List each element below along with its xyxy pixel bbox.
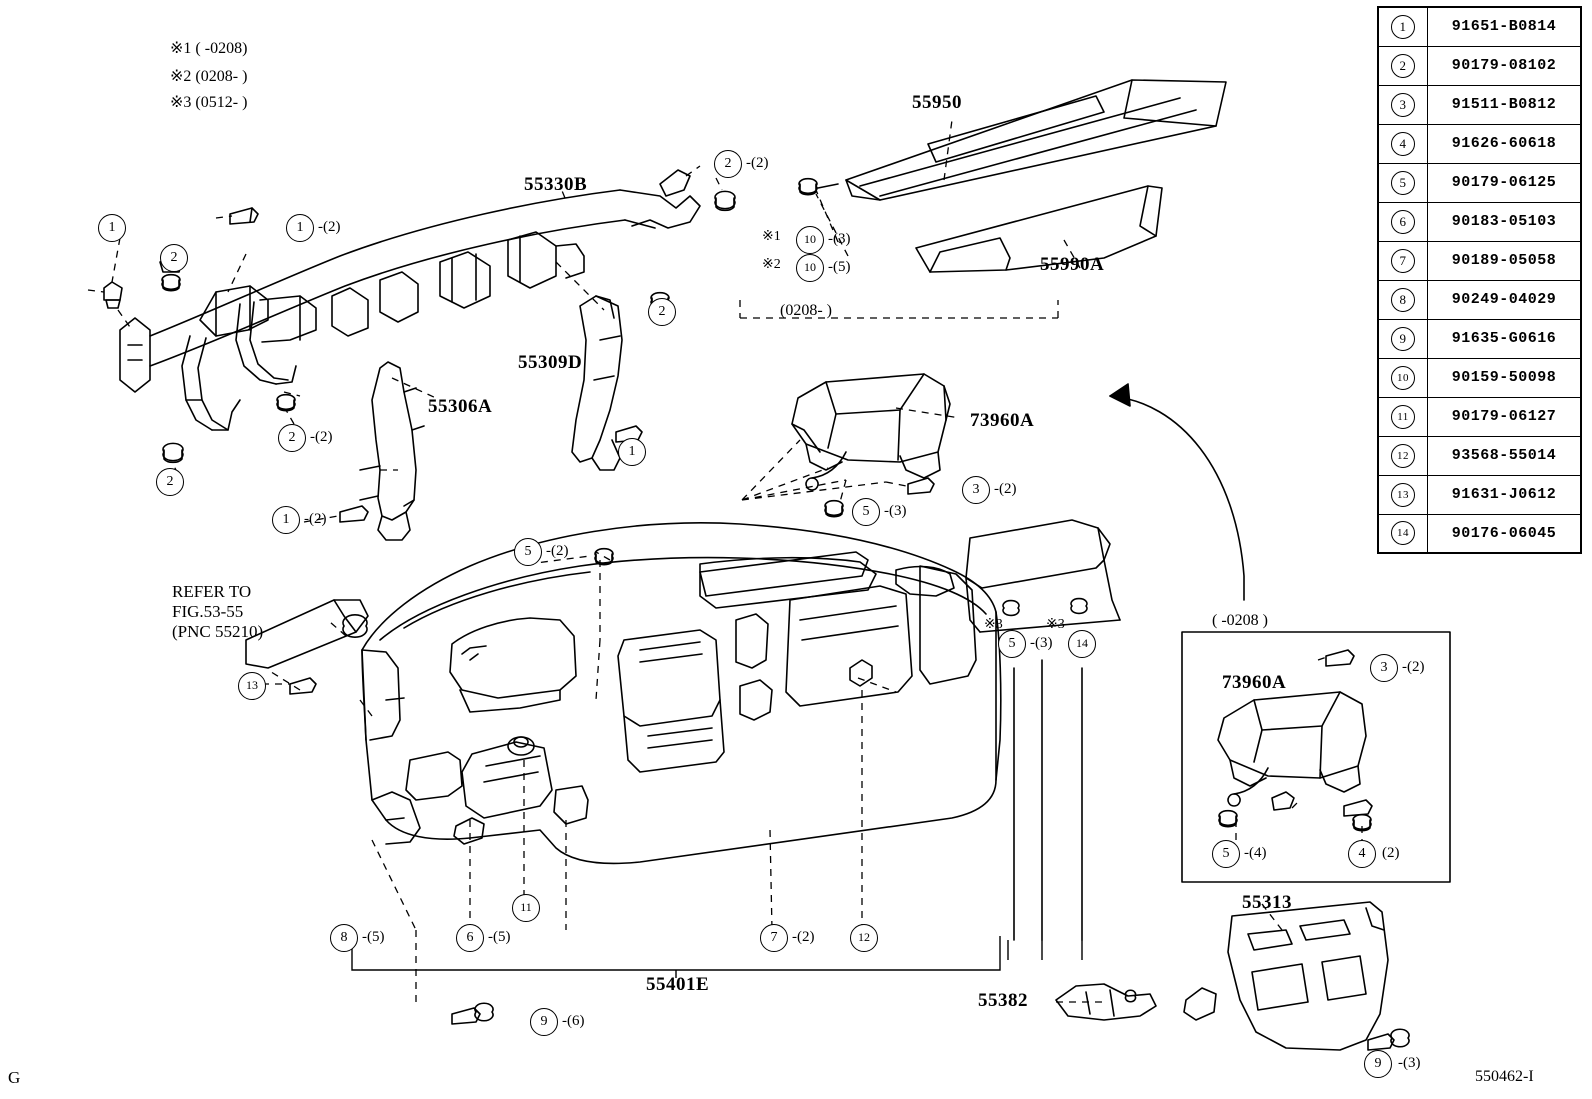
row-number-badge: 4 xyxy=(1391,132,1415,156)
callout-3a-qty: -(2) xyxy=(994,481,1017,497)
callout-1b: 1 xyxy=(286,214,314,242)
part-code-55990A: 55990A xyxy=(1040,254,1105,275)
callout-7-qty: -(2) xyxy=(792,929,815,945)
table-row-index xyxy=(1378,436,1428,475)
callout-2b: 2 xyxy=(156,468,184,496)
callout-10a-qty: -(3) xyxy=(828,231,851,247)
row-number-badge: 7 xyxy=(1391,249,1415,273)
callout-5c-qty: -(3) xyxy=(1030,635,1053,651)
refer-to-note xyxy=(172,582,263,642)
row-number-badge: 9 xyxy=(1391,327,1415,351)
row-number-badge: 1 xyxy=(1391,15,1415,39)
table-row xyxy=(1378,397,1581,436)
callout-2c-qty: -(2) xyxy=(310,429,333,445)
table-row-part-number: 91631-J0612 xyxy=(1428,475,1582,514)
callout-3b-qty: -(2) xyxy=(1402,659,1425,675)
callout-11: 11 xyxy=(512,894,540,922)
table-row-part-number: 90176-06045 xyxy=(1428,514,1582,553)
table-row xyxy=(1378,46,1581,85)
table-row xyxy=(1378,241,1581,280)
part-code-55382: 55382 xyxy=(978,990,1028,1011)
callout-9a-qty: -(6) xyxy=(562,1013,585,1029)
callout-5b: 5 xyxy=(514,538,542,566)
table-row-part-number: 90179-08102 xyxy=(1428,46,1582,85)
table-row-part-number: 90249-04029 xyxy=(1428,280,1582,319)
table-row-index xyxy=(1378,202,1428,241)
callout-4-qty: (2) xyxy=(1382,845,1400,861)
callout-5b-qty: -(2) xyxy=(546,543,569,559)
row-number-badge: 8 xyxy=(1391,288,1415,312)
refer-line-2: FIG.53-55 xyxy=(172,602,244,621)
row-number-badge: 5 xyxy=(1391,171,1415,195)
callout-7: 7 xyxy=(760,924,788,952)
table-row-part-number: 90179-06127 xyxy=(1428,397,1582,436)
callout-8: 8 xyxy=(330,924,358,952)
refer-line-3: (PNC 55210) xyxy=(172,622,264,641)
callout-1b-qty: -(2) xyxy=(318,219,341,235)
row-number-badge: 10 xyxy=(1391,366,1415,390)
parts-number-table xyxy=(1377,6,1582,554)
callout-1d: 1 xyxy=(272,506,300,534)
table-row-index xyxy=(1378,124,1428,163)
callout-2a: 2 xyxy=(160,244,188,272)
part-code-55313: 55313 xyxy=(1242,892,1292,913)
callout-5d-qty: -(4) xyxy=(1244,845,1267,861)
table-row-part-number: 91651-B0814 xyxy=(1428,7,1582,46)
table-row-index xyxy=(1378,85,1428,124)
callout-1c: 1 xyxy=(618,438,646,466)
table-row xyxy=(1378,85,1581,124)
table-row xyxy=(1378,7,1581,46)
table-row xyxy=(1378,280,1581,319)
table-row-part-number: 90159-50098 xyxy=(1428,358,1582,397)
table-row-index xyxy=(1378,163,1428,202)
callout-2e: 2 xyxy=(714,150,742,178)
refer-line-1: REFER TO xyxy=(172,582,252,601)
part-code-55401E: 55401E xyxy=(646,974,710,995)
callout-6-qty: -(5) xyxy=(488,929,511,945)
callout-10b: 10 xyxy=(796,254,824,282)
table-row xyxy=(1378,163,1581,202)
part-code-73960A-top: 73960A xyxy=(970,410,1035,431)
callout-2c: 2 xyxy=(278,424,306,452)
row-number-badge: 12 xyxy=(1391,444,1415,468)
part-code-55950: 55950 xyxy=(912,92,962,113)
star-mark-1: ※1 xyxy=(762,229,781,244)
callout-3b: 3 xyxy=(1370,654,1398,682)
table-row-part-number: 90183-05103 xyxy=(1428,202,1582,241)
callout-3a: 3 xyxy=(962,476,990,504)
note-star-1: ※1 ( -0208) xyxy=(170,40,248,57)
row-number-badge: 14 xyxy=(1391,521,1415,545)
row-number-badge: 13 xyxy=(1391,483,1415,507)
table-row-index xyxy=(1378,280,1428,319)
date-range-top: (0208- ) xyxy=(780,302,832,319)
row-number-badge: 2 xyxy=(1391,54,1415,78)
callout-9b: 9 xyxy=(1364,1050,1392,1078)
table-row-part-number: 91511-B0812 xyxy=(1428,85,1582,124)
callout-6: 6 xyxy=(456,924,484,952)
table-row-index xyxy=(1378,475,1428,514)
callout-10b-qty: -(5) xyxy=(828,259,851,275)
callout-12: 12 xyxy=(850,924,878,952)
table-row-part-number: 91626-60618 xyxy=(1428,124,1582,163)
table-row-part-number: 93568-55014 xyxy=(1428,436,1582,475)
part-code-55330B: 55330B xyxy=(524,174,588,195)
part-code-55309D: 55309D xyxy=(518,352,583,373)
table-row-part-number: 91635-G0616 xyxy=(1428,319,1582,358)
row-number-badge: 6 xyxy=(1391,210,1415,234)
callout-14: 14 xyxy=(1068,630,1096,658)
footer-drawing-number: 550462-I xyxy=(1475,1068,1534,1085)
table-row-index xyxy=(1378,7,1428,46)
callout-1d-qty: -(2) xyxy=(304,511,327,527)
table-row-index xyxy=(1378,319,1428,358)
star-mark-3b: ※3 xyxy=(1046,617,1065,632)
callout-2d: 2 xyxy=(648,298,676,326)
date-range-inset: ( -0208 ) xyxy=(1212,612,1268,629)
table-row-index xyxy=(1378,46,1428,85)
star-mark-3a: ※3 xyxy=(984,617,1003,632)
row-number-badge: 3 xyxy=(1391,93,1415,117)
callout-5a: 5 xyxy=(852,498,880,526)
callout-9b-qty: -(3) xyxy=(1398,1055,1421,1071)
table-row xyxy=(1378,124,1581,163)
note-star-3: ※3 (0512- ) xyxy=(170,94,248,111)
table-row xyxy=(1378,475,1581,514)
callout-8-qty: -(5) xyxy=(362,929,385,945)
callout-5a-qty: -(3) xyxy=(884,503,907,519)
table-row xyxy=(1378,514,1581,553)
note-star-2: ※2 (0208- ) xyxy=(170,68,248,85)
table-row-index xyxy=(1378,358,1428,397)
table-row xyxy=(1378,319,1581,358)
callout-4: 4 xyxy=(1348,840,1376,868)
part-code-55306A: 55306A xyxy=(428,396,493,417)
star-mark-2: ※2 xyxy=(762,257,781,272)
table-row xyxy=(1378,358,1581,397)
callout-9a: 9 xyxy=(530,1008,558,1036)
part-code-73960A-inset: 73960A xyxy=(1222,672,1287,693)
callout-13: 13 xyxy=(238,672,266,700)
table-row xyxy=(1378,436,1581,475)
table-row xyxy=(1378,202,1581,241)
callout-1a: 1 xyxy=(98,214,126,242)
table-row-part-number: 90179-06125 xyxy=(1428,163,1582,202)
callout-5d: 5 xyxy=(1212,840,1240,868)
callout-2e-qty: -(2) xyxy=(746,155,769,171)
callout-10a: 10 xyxy=(796,226,824,254)
callout-5c: 5 xyxy=(998,630,1026,658)
table-row-index xyxy=(1378,397,1428,436)
footer-left-mark: G xyxy=(8,1068,21,1087)
table-row-part-number: 90189-05058 xyxy=(1428,241,1582,280)
table-row-index xyxy=(1378,514,1428,553)
table-row-index xyxy=(1378,241,1428,280)
row-number-badge: 11 xyxy=(1391,405,1415,429)
